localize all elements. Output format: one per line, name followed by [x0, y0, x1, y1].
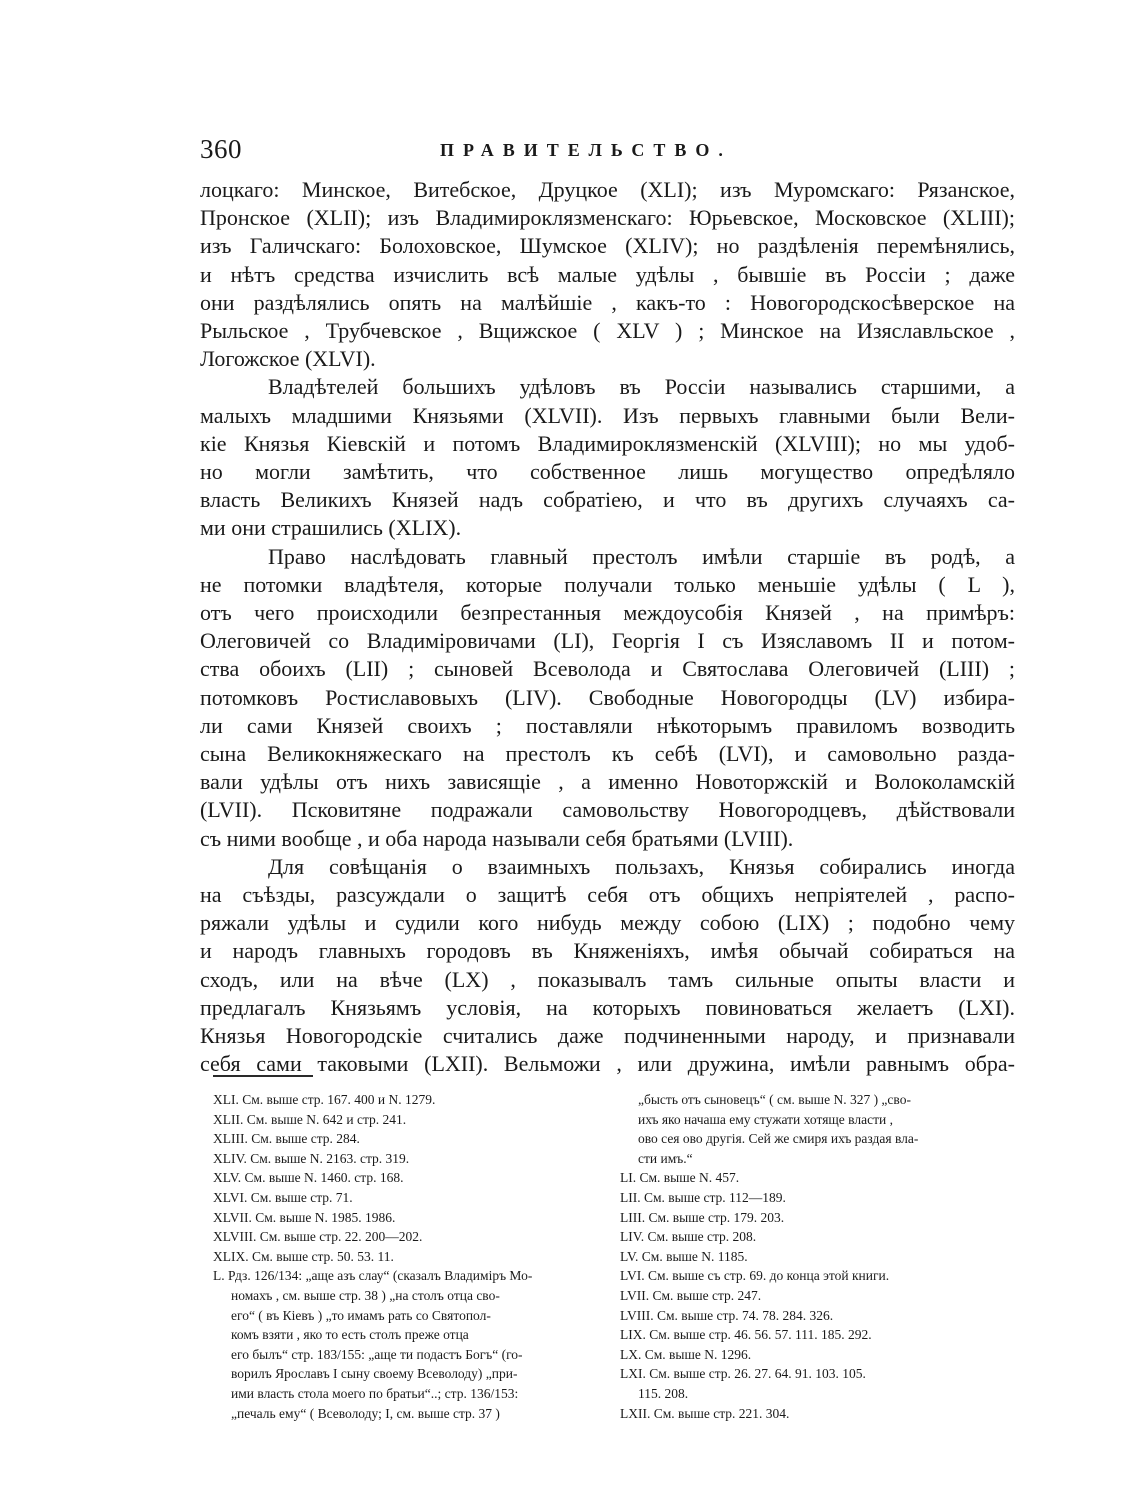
footnote-line: комъ взяти , яко то есть столъ преже отца [231, 1327, 469, 1343]
footnote-line: ими власть стола моего по братьи“..; стр. 136/153: [231, 1385, 519, 1401]
text-line: малыхъ младшими Князьями (XLVII). Изъ первыхъ главными были Вели- [200, 402, 1015, 428]
text-line: себя сами таковыми (LXII). Вельможи , или дружина, имѣли равнымъ обра- [200, 1051, 1015, 1077]
footnote-line: XLV. См. выше N. 1460. стр. 168. [213, 1170, 404, 1186]
footnotes-right-column [620, 1090, 1020, 1423]
footnote-line: его“ ( въ Кіевъ ) „то имамъ рать со Святопол- [231, 1307, 491, 1323]
page-header [200, 134, 1015, 170]
text-line: (LVII). Псковитяне подражали самовольству Новогородцевъ, дѣйствовали [200, 797, 1015, 823]
text-line: предлагалъ Князьямъ условія, на которыхъ повиноваться желаетъ (LXI). [200, 994, 1015, 1020]
text-line: Владѣтелей большихъ удѣловъ въ Россіи назывались старшими, а [268, 374, 1015, 400]
text-line: и народъ главныхъ городовъ въ Княженіяхъ, имѣя обычай собираться на [200, 938, 1015, 964]
footnote-line: LI. См. выше N. 457. [620, 1170, 740, 1186]
footnote-line: ихъ яко начаша ему стужати хотяще власти , [638, 1111, 893, 1127]
footnote-line: LIV. См. выше стр. 208. [620, 1229, 757, 1245]
footnote-line: XLI. См. выше стр. 167. 400 и N. 1279. [213, 1092, 436, 1107]
running-title: ПРАВИТЕЛЬСТВО. [440, 140, 732, 160]
text-line: ряжали удѣлы и судили кого нибудь между собою (LIX) ; подобно чему [200, 910, 1015, 936]
text-line: Пронское (XLII); изъ Владимироклязменскаго: Юрьевское, Московское (XLIII); [200, 205, 1015, 231]
footnote-line: XLVII. См. выше N. 1985. 1986. [213, 1209, 396, 1225]
footnote-line: XLVI. См. выше стр. 71. [213, 1189, 353, 1205]
text-line: они раздѣлялись опять на малѣйшіе , какъ-то : Новогородскосѣверское на [200, 289, 1015, 315]
footnote-line: „печаль ему“ ( Всеволоду; I, см. выше стр. 37 ) [231, 1405, 500, 1421]
footnote-line: его былъ“ стр. 183/155: „аще ти подастъ Богъ“ (го- [231, 1346, 523, 1362]
text-line: ства обоихъ (LII) ; сыновей Всеволода и Святослава Олеговичей (LIII) ; [200, 656, 1015, 682]
text-line: Князья Новогородскіе считались даже подчиненными народу, и признавали [200, 1023, 1015, 1049]
footnote-line: XLIII. См. выше стр. 284. [213, 1131, 360, 1147]
footnote-line: „бысть отъ сыновецъ“ ( см. выше N. 327 ) „сво- [638, 1092, 911, 1107]
text-line: отъ чего происходили безпрестанныя междоусобія Князей , на примѣръ: [200, 600, 1015, 626]
footnote-line: LVIII. См. выше стр. 74. 78. 284. 326. [620, 1307, 834, 1323]
footnote-line: LVII. См. выше стр. 247. [620, 1287, 762, 1303]
text-line: Рыльское , Трубчевское , Вщижское ( XLV ) ; Минское на Изяславльское , [200, 318, 1015, 344]
footnote-line: L. Рдз. 126/134: „аще азъ слау“ (сказалъ Владиміръ Мо- [213, 1268, 533, 1284]
text-line: изъ Галичскаго: Болоховское, Шумское (XLIV); но раздѣленія перемѣнялись, [200, 233, 1015, 259]
text-line: Для совѣщанія о взаимныхъ пользахъ, Князья собирались иногда [268, 853, 1015, 879]
footnote-line: LIX. См. выше стр. 46. 56. 57. 111. 185. 292. [620, 1327, 872, 1343]
footnote-line: LII. См. выше стр. 112—189. [620, 1189, 786, 1205]
text-line: ли сами Князей своихъ ; поставляли нѣкоторымъ правиломъ возводить [200, 712, 1015, 738]
text-line: вали удѣлы отъ нихъ зависящіе , а именно Новоторжскій и Волоколамскій [200, 769, 1015, 795]
page-number: 360 [200, 134, 242, 164]
text-line: съ ними вообще , и оба народа называли себя братьями (LVIII). [200, 825, 794, 851]
text-line: и нѣтъ средства изчислить всѣ малые удѣлы , бывшіе въ Россіи ; даже [200, 261, 1015, 287]
footnote-continuation [620, 1090, 1020, 1168]
footnotes-list [620, 1168, 1020, 1423]
text-line: лоцкаго: Минское, Витебское, Друцкое (XLI); изъ Муромскаго: Рязанское, [200, 177, 1015, 202]
text-line: Логожское (XLVI). [200, 346, 376, 372]
text-line: Право наслѣдовать главный престолъ имѣли старшіе въ родѣ, а [268, 543, 1015, 569]
text-line: власть Великихъ Князей надъ собратіею, и что въ другихъ случаяхъ са- [200, 487, 1015, 513]
footnote-line: LVI. См. выше съ стр. 69. до конца этой книги. [620, 1268, 890, 1284]
text-line: сына Великокняжескаго на престолъ къ себѣ (LVI), и самовольно разда- [200, 741, 1015, 767]
footnote-line: XLIX. См. выше стр. 50. 53. 11. [213, 1248, 394, 1264]
footnote-line: 115. 208. [638, 1385, 689, 1401]
footnote-line: сти имъ.“ [638, 1150, 693, 1166]
footnote-line: LXI. См. выше стр. 26. 27. 64. 91. 103. 105. [620, 1366, 866, 1382]
text-line: на съѣзды, разсуждали о защитѣ себя отъ общихъ непріятелей , распо- [200, 882, 1015, 908]
text-line: но могли замѣтить, что собственное лишь могущество опредѣляло [200, 459, 1015, 485]
footnote-line: LIII. См. выше стр. 179. 203. [620, 1209, 785, 1225]
footnote-line: ово сея ово другія. Сей же смиря ихъ раздая вла- [638, 1131, 919, 1147]
text-line: не потомки владѣтеля, которые получали только меньшіе удѣлы ( L ), [200, 571, 1015, 597]
footnote-line: XLIV. См. выше N. 2163. стр. 319. [213, 1150, 410, 1166]
footnote-line: LXII. См. выше стр. 221. 304. [620, 1405, 790, 1421]
text-line: кіе Князья Кіевскій и потомъ Владимироклязменскій (XLVIII); но мы удоб- [200, 430, 1015, 456]
body-text [200, 176, 1015, 1079]
footnote-line: XLVIII. См. выше стр. 22. 200—202. [213, 1229, 423, 1245]
footnote-line: LX. См. выше N. 1296. [620, 1346, 752, 1362]
footnote-line: LV. См. выше N. 1185. [620, 1248, 748, 1264]
text-line: потомковъ Ростиславовыхъ (LIV). Свободные Новогородцы (LV) избира- [200, 684, 1015, 710]
footnote-rule [213, 1075, 313, 1077]
footnote-line: ворилъ Ярославъ I сыну своему Всеволоду) „при- [231, 1366, 518, 1382]
footnotes-left-column [213, 1090, 605, 1423]
text-line: Олеговичей со Владиміровичами (LI), Георгія I съ Изяславомъ II и потом- [200, 628, 1015, 654]
text-line: сходъ, или на вѣче (LX) , показывалъ тамъ сильные опыты власти и [200, 966, 1015, 992]
footnote-line: XLII. См. выше N. 642 и стр. 241. [213, 1111, 407, 1127]
text-line: ми они страшились (XLIX). [200, 515, 462, 541]
footnote-line: номахъ , см. выше стр. 38 ) „на столъ отца сво- [231, 1287, 500, 1303]
